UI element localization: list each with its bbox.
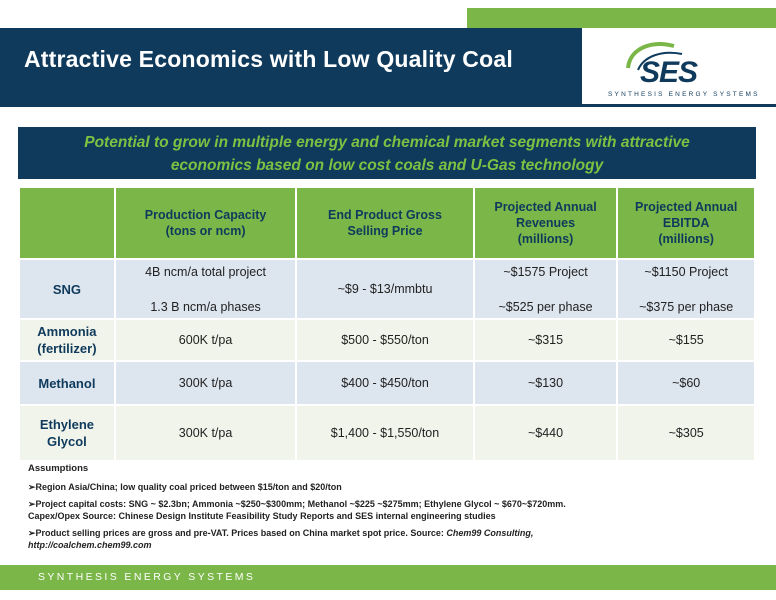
table-row-sng [19,259,755,319]
table-row-methanol [19,361,755,405]
cell-ebitda [617,259,755,319]
header-text: (millions) [517,232,574,246]
footer-bar [0,565,776,590]
assumption-selling-prices [28,528,763,551]
source-name: Chem99 Consulting, [446,528,534,538]
header-text: Selling Price [347,224,423,238]
row-label-text: Ammonia [37,324,97,339]
summary-banner [18,127,756,179]
header-accent-bar [467,8,776,28]
table-row-ammonia [19,319,755,361]
banner-line-2: economics based on low cost coals and U-Gas technology [170,157,604,174]
header-text: Projected Annual [494,200,597,214]
header-text: EBITDA [662,216,710,230]
row-label-text: Ethylene [39,417,94,432]
header-text: Production Capacity [144,208,267,222]
cell-text: 1.3 B ncm/a phases [150,299,261,314]
assumption-text: ➢Project capital costs: SNG ~ $2.3bn; Ammonia ~$250~$300mm; Methanol ~$225 ~$275mm; Ethylene Glycol ~ $670~$720mm. [28,499,566,509]
cell-ebitda: ~$155 [617,319,755,361]
header-text: Revenues [516,216,576,230]
logo-subtitle: SYNTHESIS ENERGY SYSTEMS [608,91,760,98]
header-text: End Product Gross [328,208,442,222]
header-selling-price [296,187,473,259]
assumption-text: Capex/Opex Source: Chinese Design Institute Feasibility Study Reports and SES internal engineering studies [28,510,496,521]
table-row-ethylene-glycol [19,405,755,461]
banner-line-1: Potential to grow in multiple energy and chemical market segments with attractive [84,134,690,151]
assumption-capital-costs [28,499,763,522]
cell-capacity: 600K t/pa [115,319,296,361]
cell-revenue [474,259,618,319]
cell-ebitda: ~$305 [617,405,755,461]
cell-price: $1,400 - $1,550/ton [296,405,473,461]
row-label: SNG [19,259,115,319]
cell-revenue: ~$440 [474,405,618,461]
cell-revenue: ~$130 [474,361,618,405]
cell-text: ~$525 per phase [498,299,593,314]
row-label [19,319,115,361]
economics-table [18,186,756,462]
header-annual-ebitda [617,187,755,259]
assumption-region: ➢Region Asia/China; low quality coal priced between $15/ton and $20/ton [28,481,342,492]
cell-capacity [115,259,296,319]
header-text: Projected Annual [634,200,738,214]
cell-text: ~$375 per phase [639,299,734,314]
cell-price: $400 - $450/ton [296,361,473,405]
title-divider [0,104,776,107]
row-label-text: Glycol [47,434,87,449]
cell-ebitda: ~$60 [617,361,755,405]
ses-logo [600,38,760,100]
header-corner [19,187,115,259]
cell-text: 4B ncm/a total project [145,264,266,279]
logo-letters: SES [640,56,698,89]
header-annual-revenues [474,187,618,259]
header-production-capacity [115,187,296,259]
header-text: (tons or ncm) [165,224,246,238]
row-label [19,405,115,461]
cell-text: ~$1150 Project [644,264,728,279]
row-label-text: (fertilizer) [37,341,97,356]
source-url: http://coalchem.chem99.com [28,539,152,550]
header-text: (millions) [658,232,714,246]
footer-company-name: SYNTHESIS ENERGY SYSTEMS [38,571,256,583]
assumptions-section [28,463,763,557]
cell-text: ~$1575 Project [503,264,588,279]
cell-revenue: ~$315 [474,319,618,361]
cell-price: $500 - $550/ton [296,319,473,361]
assumption-text: ➢Product selling prices are gross and pre-VAT. Prices based on China market spot price. Source: [28,528,447,538]
cell-capacity: 300K t/pa [115,361,296,405]
assumptions-title: Assumptions [28,463,89,474]
page-title: Attractive Economics with Low Quality Coal [24,46,513,72]
row-label: Methanol [19,361,115,405]
cell-capacity: 300K t/pa [115,405,296,461]
cell-price: ~$9 - $13/mmbtu [296,259,473,319]
table-header-row [19,187,755,259]
